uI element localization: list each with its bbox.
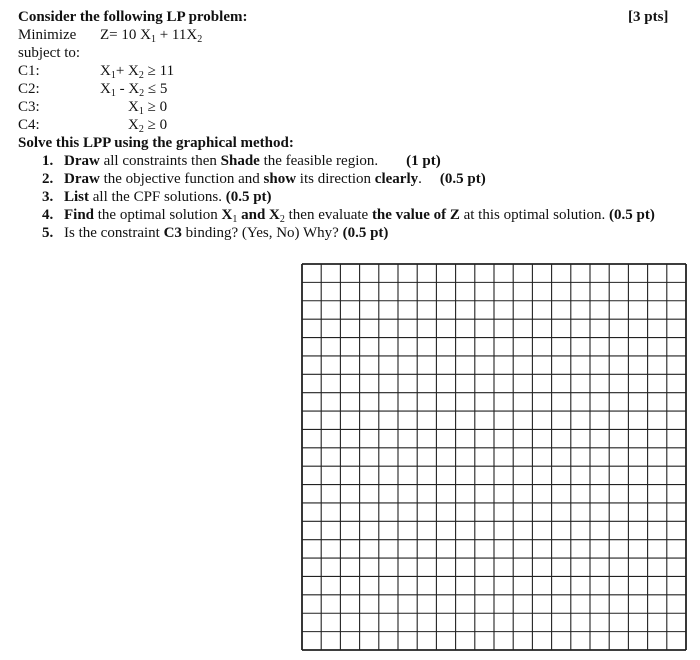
- problem-title: Consider the following LP problem:: [18, 9, 248, 25]
- minimize-label: Minimize: [18, 27, 77, 43]
- constraint-c4: $X_2 \ge 0$: [128, 117, 168, 135]
- subject-to-label: subject to:: [18, 45, 81, 61]
- objective-expression: Z= 10 $X_1 + 11X_2$: [100, 27, 203, 45]
- instruction-item-2: 2. Draw the objective function and show its direction clearly. (0.5 pt): [42, 171, 486, 187]
- instructions-title: Solve this LPP using the graphical method:: [18, 135, 294, 151]
- constraint-label-c2: C2:: [18, 81, 40, 97]
- instruction-item-5: 5. Is the constraint C3 binding? (Yes, No) Why? (0.5 pt): [42, 225, 389, 241]
- constraint-label-c3: C3:: [18, 99, 40, 115]
- instruction-item-4: 4. Find the optimal solution $X_1$ and $X_2$ then evaluate the value of Z at this optimal solution. (0.5 pt): [42, 207, 655, 225]
- instruction-item-1: 1. Draw all constraints then Shade the feasible region. (1 pt): [42, 153, 441, 169]
- constraint-label-c4: C4:: [18, 117, 40, 133]
- points-label: [3 pts]: [628, 9, 669, 25]
- constraint-label-c1: C1:: [18, 63, 40, 79]
- constraint-c1: $X_1+ X_2 \ge 11$: [100, 63, 175, 81]
- graph-paper-grid[interactable]: [300, 262, 688, 652]
- constraint-c3: $X_1 \ge 0$: [128, 99, 168, 117]
- constraint-c2: $X_1 - X_2 \le 5$: [100, 81, 168, 99]
- instruction-item-3: 3. List all the CPF solutions. (0.5 pt): [42, 189, 272, 205]
